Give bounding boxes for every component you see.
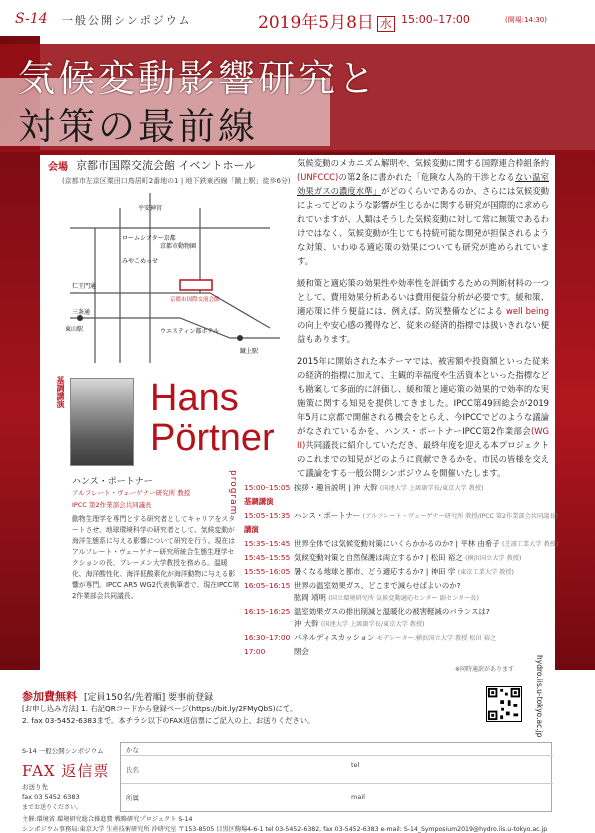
program-row: 15:55–16:05 暑くなる地球と都市、どう適応するか? | 神田 学 (東京工業大学 教授) — [244, 567, 514, 576]
fax-destination-label: お送り先 — [22, 783, 48, 791]
speaker-bio: 動物生理学を専門とする研究者としてキャリアをスタートさせ、地球環境科学の研究者として、気候変動が海洋生態系に与える影響について研究を行う。現在はアルフレート・ヴェーゲナー研究所統合生態生理学セクションの長、ブレーメン大学教授を務める。温暖化、海洋酸性化、海洋低酸素化が海洋動物に与える影響が専門。IPCC AR5 WG2代表執筆者で、現在IPCC第2作業部会共同議長。 — [72, 515, 240, 600]
fax-number: fax 03 5452 6383 — [22, 793, 80, 801]
field-name[interactable]: 氏名 — [126, 766, 139, 774]
venue-name: 京都市国際交流会館 イベントホール — [76, 159, 256, 172]
program-row: 15:05–15:35 ハンス・ポートナー (アルフレート・ヴェーゲナー研究所 教授/IPCC 第2作業部会共同議長) — [244, 511, 558, 520]
doors-open: (開場:14:30) — [505, 16, 547, 24]
keynote-label: 基調講演 — [56, 376, 65, 408]
paragraph-3: 2015年に開始された本テーマでは、被害額や投資額といった従来の経済的指標に加えて、主観的幸福度や生活資本といった指標なども勘案して多面的に評価し、緩和策と適応策の効果的で効率的な実施策に関する知見を提供してきました。IPCC第49回総会が2019年5月に京都で開催される機会をとらえ、今IPCCでどのような議論がなされているかを、ハンス・ポートナーIPCC第2作業部会(WG II)共同議長に紹介していただき、最終年度を迎える本プロジェクトのこれまでの知見がどのように貢献できるかを、市民の皆様を交えて議論をする一般公開シンポジウムを開催いたします。 — [297, 356, 549, 478]
event-time: 15:00–17:00 — [401, 13, 470, 26]
map-label: 蹴上駅 — [240, 348, 259, 355]
program-section: 基調講演 — [244, 497, 274, 506]
venue-address: (京都市左京区粟田口鳥居町2番地の1 | 地下鉄東西線「蹴上駅」徒歩6分) — [62, 177, 291, 185]
fax-form — [120, 742, 552, 812]
fax-note: までお送りください。 — [22, 804, 83, 811]
program-label: program — [228, 470, 238, 516]
map-label: 東山駅 — [65, 326, 84, 333]
speaker-last-name: Pörtner — [150, 417, 275, 459]
speaker-name-ja: ハンス・ポートナー — [72, 477, 153, 487]
program-row: 16:30–17:00 パネルディスカッション モデレーター:横浜国立大学 教授 松田 裕之 — [244, 633, 497, 642]
series-code: S-14 — [15, 11, 48, 27]
map-label: みやこめっせ — [122, 258, 158, 265]
interpretation-note: ※同時通訳があります — [455, 666, 515, 673]
program-row: 沖 大幹 (国連大学 上級副学長/東京大学 教授) — [294, 619, 425, 628]
left-photo-band — [0, 150, 40, 670]
paragraph-2: 緩和策と適応策の効果性や効率性を評価するための判断材料の一つとして、費用効果分析あるいは費用便益分析が必要です。緩和策、適応策に伴う便益には、例えば、防災整備などによる well being の向上や安心感の獲得など、従来の経済的指標では扱いきれない便益もあります。 — [297, 278, 549, 344]
map-label: 京都市動物園 — [160, 243, 197, 250]
map-label: ロームシアター京都 — [122, 235, 176, 242]
footer-secretariat: シンポジウム事務局:東京大学 生産技術研究所 沖研究室 〒153-8505 目黒区駒場4-6-1 tel 03-5452-6382, fax 03-5452-6383 e-mail: S-14_Symposium2019@hydro.iis.u-tokyo.ac.jp — [22, 826, 548, 833]
field-affiliation[interactable]: 所属 — [126, 794, 139, 802]
map-label: 京都市国際交流会館 — [170, 297, 220, 303]
program-row: 15:45–15:55 気候変動対策と自然保護は両立するか? | 松田 裕之 (横浜国立大学 教授) — [244, 553, 522, 562]
program-row: 16:15–16:25 温室効果ガスの排出削減と温暖化の被害軽減のバランスは? — [244, 607, 490, 616]
venue-map — [60, 188, 290, 368]
fee-label: 参加費無料 — [22, 690, 77, 703]
apply-method-2: 2. fax 03-5452-6383まで。本チラシ以下のFAX返信票にご記入の上、お送りください。 — [22, 716, 315, 725]
title-line-2: 対策の最前線 — [18, 105, 258, 148]
speaker-affiliation: アルフレート・ヴェーゲナー研究所 教授 — [72, 489, 191, 497]
qr-code[interactable] — [486, 686, 522, 722]
speaker-role: IPCC 第2作業部会共同議長 — [72, 501, 152, 509]
website-domain: hydro.iis.u-tokyo.ac.jp — [535, 655, 544, 738]
speaker-photo — [70, 378, 134, 466]
fee-detail: [定員150名/先着順] 要事前登録 — [84, 693, 214, 703]
map-label: 平安神宮 — [138, 205, 163, 212]
program-row: 肱岡 靖明 (国立環境研究所 気候変動適応センター 副センター長) — [294, 593, 479, 602]
field-mail[interactable]: mail — [351, 793, 365, 801]
title-line-1: 気候変動影響研究と — [18, 57, 378, 100]
paragraph-1: 気候変動のメカニズム解明や、気候変動に関する国際連合枠組条約(UNFCCC)の第2条に書かれた「危険な人為的干渉となるない温室効果ガスの濃度水準」がどのくらいであるのか、さらには気候変動によってどのような影響が生じるかに関する研究が国際的に求められていますが、人類はそうした気候変動に対して常に無策であるわけではなく、気候変動が生じても持続可能な開発が担保されるような対策、いわゆる適応策の効果についても研究が進められています。 — [297, 158, 550, 266]
fax-form-title: FAX 返信票 — [22, 762, 110, 780]
venue-marker — [180, 280, 212, 290]
speaker-first-name: Hans — [150, 377, 239, 419]
program-row: 15:35–15:45 世界全体では気候変動対策にいくらかかるのか? | 平林 由希子 (芝浦工業大学 教授) — [244, 539, 559, 548]
right-photo-band — [555, 150, 595, 670]
description-text — [297, 156, 549, 488]
weekday-badge: 水 — [377, 16, 395, 32]
venue-label: 会場 — [48, 162, 68, 173]
fax-event: S-14 一般公開シンポジウム — [22, 747, 104, 755]
field-kana[interactable]: かな — [126, 746, 139, 754]
event-date: 2019年5月8日 水 — [258, 8, 395, 33]
program-row: 15:00–15:05 挨拶・趣旨説明 | 沖 大幹 (国連大学 上級副学長/東京大学 教授) — [244, 483, 484, 492]
apply-method-1: [お申し込み方法] 1. 右記QRコードから登録ページ(https://bit.ly/2FMyQbS)にて。 — [22, 704, 298, 713]
program-row: 17:00 閉会 — [244, 647, 309, 656]
map-label: ウエスティン都ホテル — [160, 328, 220, 335]
footer-organizer: 主催:環境省 環境研究総合推進費 戦略研究プロジェクト S-14 — [22, 816, 193, 823]
field-tel[interactable]: tel — [351, 761, 360, 769]
map-label: 仁王門通 — [72, 283, 97, 290]
program-section: 講演 — [244, 525, 259, 534]
map-label: 三条通 — [72, 309, 91, 316]
program-row: 16:05–16:15 世界の温室効果ガス、どこまで減らせばよいのか? — [244, 581, 461, 590]
event-type: 一般公開シンポジウム — [62, 14, 192, 27]
station-marker — [237, 335, 243, 341]
